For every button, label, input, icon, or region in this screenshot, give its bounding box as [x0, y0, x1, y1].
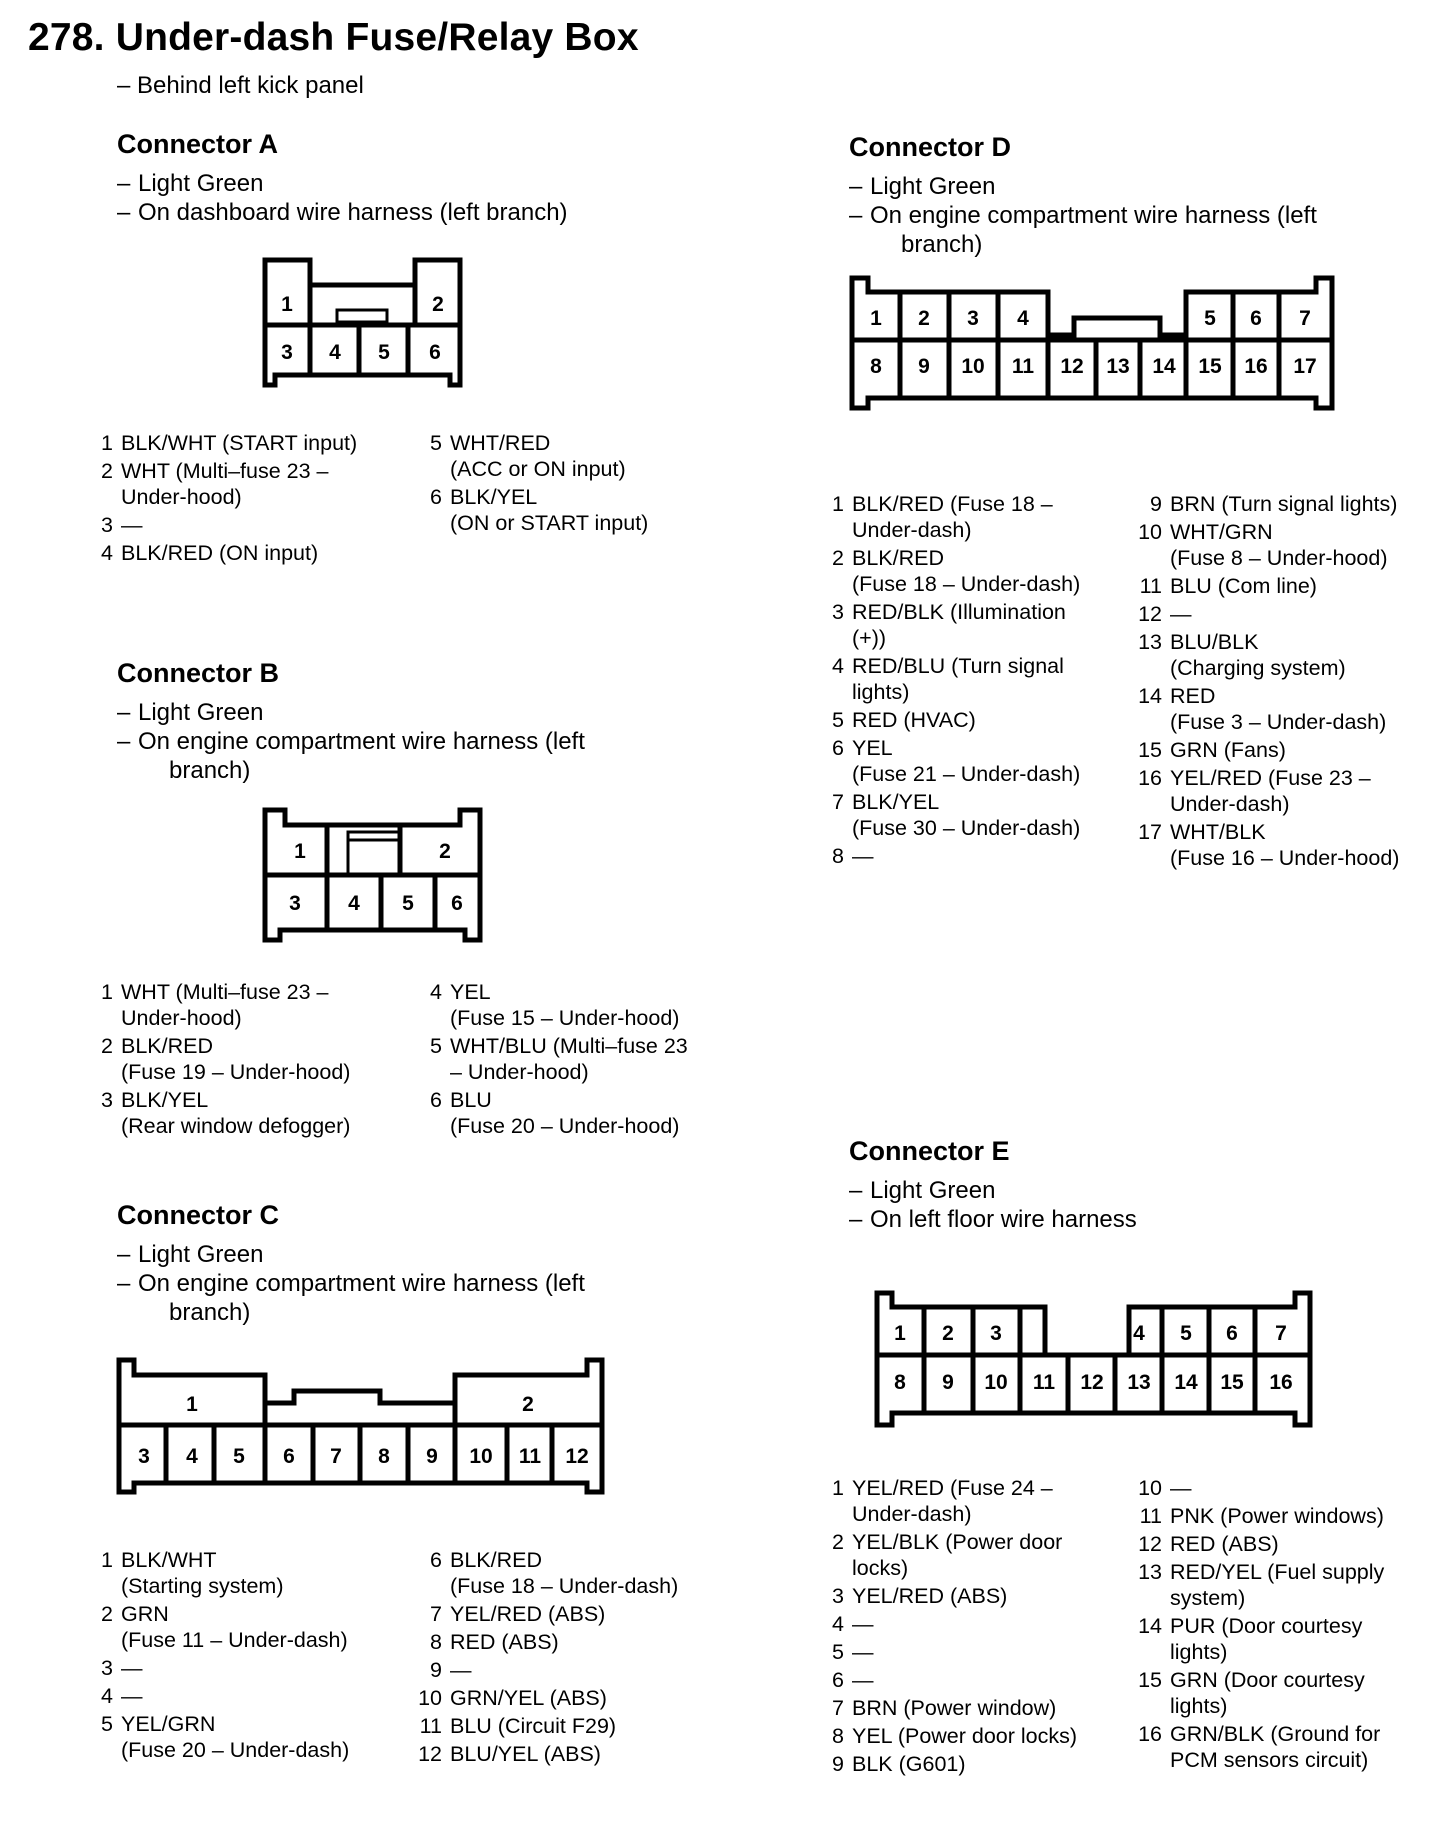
pin-row	[820, 1583, 1077, 1609]
pin-number: 1	[101, 980, 113, 1004]
pin-row	[820, 1723, 1077, 1749]
pin-description: YEL/RED (Fuse 23 – Under-dash)	[1170, 766, 1371, 816]
pin-description: —	[852, 844, 874, 868]
connector-d-pin-label: 16	[1244, 355, 1268, 378]
pin-number: 8	[832, 1724, 844, 1748]
connector-b-pin-label: 6	[451, 892, 463, 915]
connector-d-pin-label: 2	[918, 307, 930, 330]
connector-b-notes	[117, 698, 585, 785]
pin-description: BLU (Circuit F29)	[450, 1714, 617, 1738]
pin-row	[408, 1713, 678, 1739]
pin-row	[89, 1547, 349, 1599]
pin-description: WHT/BLU (Multi–fuse 23 – Under-hood)	[450, 1034, 688, 1084]
pin-row	[1138, 737, 1399, 763]
connector-a-harness: – On dashboard wire harness (left branch)	[117, 198, 568, 227]
connector-e-pin-label: 14	[1174, 1371, 1198, 1394]
pin-description: WHT (Multi–fuse 23 – Under-hood)	[121, 980, 329, 1030]
pin-number: 3	[832, 1584, 844, 1608]
connector-e-pin-label: 13	[1127, 1371, 1151, 1394]
pin-row	[1138, 629, 1399, 681]
pin-description: BLK/YEL (Rear window defogger)	[121, 1088, 351, 1138]
pin-number: 6	[832, 1668, 844, 1692]
pin-number: 12	[418, 1742, 442, 1766]
pin-row	[408, 1629, 678, 1655]
pin-number: 6	[430, 1548, 442, 1572]
pin-row	[1138, 491, 1399, 517]
connector-a-color: – Light Green	[117, 169, 568, 198]
pin-row	[1138, 1503, 1384, 1529]
connector-e-heading: Connector E	[849, 1136, 1010, 1166]
connector-d-heading: Connector D	[849, 132, 1011, 162]
connector-d-pin-label: 7	[1299, 307, 1311, 330]
connector-b-pin-label: 2	[439, 840, 451, 863]
pin-number: 11	[419, 1714, 442, 1738]
pin-row	[89, 979, 350, 1031]
connector-c-pin-label: 9	[426, 1445, 438, 1468]
connector-e-notes	[849, 1176, 1137, 1234]
connector-c-pins-col1	[89, 1547, 349, 1765]
connector-e-pin-label: 9	[942, 1371, 954, 1394]
connector-b-color: – Light Green	[117, 698, 585, 727]
connector-c-pin-label: 6	[283, 1445, 295, 1468]
connector-e-pin-label: 2	[942, 1322, 954, 1345]
connector-d-pin-label: 5	[1204, 307, 1216, 330]
pin-number: 5	[430, 431, 442, 455]
pin-description: GRN/YEL (ABS)	[450, 1686, 607, 1710]
pin-description: —	[121, 513, 143, 537]
pin-description: BLK (G601)	[852, 1752, 966, 1776]
pin-description: RED (Fuse 3 – Under-dash)	[1170, 684, 1387, 734]
connector-d-pin-label: 1	[870, 307, 882, 330]
pin-description: BLK/WHT (START input)	[121, 431, 358, 455]
pin-row	[1138, 1531, 1384, 1557]
pin-number: 12	[1138, 1532, 1162, 1556]
pin-row	[820, 1475, 1077, 1527]
pin-row	[89, 458, 357, 510]
connector-a-pin-label: 6	[429, 341, 441, 364]
pin-row	[820, 1751, 1077, 1777]
connector-d-harness: – On engine compartment wire harness (left	[849, 201, 1317, 230]
pin-description: RED/BLK (Illumination (+))	[852, 600, 1066, 650]
pin-description: —	[852, 1640, 874, 1664]
pin-number: 10	[1138, 520, 1162, 544]
pin-row	[1138, 765, 1399, 817]
connector-e-pin-label: 1	[894, 1322, 906, 1345]
pin-number: 5	[832, 1640, 844, 1664]
pin-description: RED (ABS)	[1170, 1532, 1279, 1556]
pin-number: 10	[418, 1686, 442, 1710]
pin-description: BLK/RED (ON input)	[121, 541, 319, 565]
pin-number: 4	[832, 654, 844, 678]
connector-d-pin-label: 15	[1198, 355, 1222, 378]
pin-row	[820, 1695, 1077, 1721]
pin-description: BLK/YEL (ON or START input)	[450, 485, 649, 535]
connector-b-pins-col1	[89, 979, 350, 1141]
pin-number: 3	[101, 1656, 113, 1680]
pin-description: —	[1170, 1476, 1192, 1500]
connector-e-pin-label: 6	[1226, 1322, 1238, 1345]
pin-row	[418, 484, 648, 536]
pin-number: 8	[832, 844, 844, 868]
pin-number: 9	[430, 1658, 442, 1682]
pin-description: YEL/RED (ABS)	[450, 1602, 606, 1626]
pin-row	[408, 1601, 678, 1627]
connector-a-heading: Connector A	[117, 129, 278, 159]
connector-e-pin-label: 4	[1133, 1322, 1145, 1345]
pin-row	[1138, 819, 1399, 871]
connector-e-pin-label: 7	[1275, 1322, 1287, 1345]
pin-row	[820, 707, 1080, 733]
pin-number: 2	[832, 1530, 844, 1554]
pin-row	[418, 1033, 688, 1085]
pin-row	[418, 979, 688, 1031]
connector-d-color: – Light Green	[849, 172, 1317, 201]
pin-row	[820, 1529, 1077, 1581]
pin-description: —	[450, 1658, 472, 1682]
pin-description: —	[852, 1612, 874, 1636]
connector-d-notes	[849, 172, 1317, 259]
pin-number: 4	[101, 1684, 113, 1708]
connector-b-heading: Connector B	[117, 658, 279, 688]
pin-row	[408, 1547, 678, 1599]
connector-d-pin-label: 11	[1011, 355, 1035, 378]
connector-d-pin-label: 12	[1060, 355, 1084, 378]
connector-c-pin-label: 12	[565, 1445, 589, 1468]
connector-c-pin-label: 5	[233, 1445, 245, 1468]
pin-row	[89, 1655, 349, 1681]
page-subtitle: – Behind left kick panel	[117, 72, 364, 99]
pin-row	[1138, 1475, 1384, 1501]
connector-d-pin-label: 8	[870, 355, 882, 378]
pin-row	[89, 1711, 349, 1763]
connector-b-pin-label: 5	[402, 892, 414, 915]
connector-a-pin-label: 4	[329, 341, 341, 364]
connector-d-pins-col1	[820, 491, 1080, 871]
pin-row	[820, 491, 1080, 543]
pin-description: WHT/GRN (Fuse 8 – Under-hood)	[1170, 520, 1388, 570]
connector-e-pin-label: 5	[1180, 1322, 1192, 1345]
connector-c-color: – Light Green	[117, 1240, 585, 1269]
connector-c-pin-label: 11	[518, 1445, 542, 1468]
pin-description: BLU (Com line)	[1170, 574, 1317, 598]
pin-description: GRN (Fuse 11 – Under-dash)	[121, 1602, 348, 1652]
connector-e-pin-label: 11	[1032, 1371, 1056, 1394]
connector-e-pin-label: 16	[1269, 1371, 1293, 1394]
pin-row	[820, 1639, 1077, 1665]
pin-description: —	[852, 1668, 874, 1692]
pin-number: 15	[1138, 1668, 1162, 1692]
pin-description: YEL (Fuse 15 – Under-hood)	[450, 980, 680, 1030]
pin-description: —	[1170, 602, 1192, 626]
pin-number: 12	[1138, 602, 1162, 626]
connector-c-pin-label: 3	[138, 1445, 150, 1468]
pin-description: BLU/BLK (Charging system)	[1170, 630, 1346, 680]
pin-number: 4	[101, 541, 113, 565]
connector-d-pin-label: 3	[967, 307, 979, 330]
connector-b-pin-label: 4	[348, 892, 360, 915]
pin-number: 13	[1138, 630, 1162, 654]
pin-description: BRN (Power window)	[852, 1696, 1057, 1720]
pin-description: RED (HVAC)	[852, 708, 976, 732]
pin-description: PUR (Door courtesy lights)	[1170, 1614, 1363, 1664]
pin-description: BLK/RED (Fuse 18 – Under-dash)	[852, 546, 1081, 596]
pin-number: 14	[1138, 684, 1162, 708]
pin-number: 16	[1138, 766, 1162, 790]
pin-description: YEL/BLK (Power door locks)	[852, 1530, 1063, 1580]
pin-description: YEL (Fuse 21 – Under-dash)	[852, 736, 1081, 786]
connector-a-pin-label: 1	[281, 293, 293, 316]
connector-a-pin-label: 3	[281, 341, 293, 364]
connector-a-pin-label: 2	[432, 293, 444, 316]
connector-c-pin-label: 7	[330, 1445, 342, 1468]
pin-row	[89, 512, 357, 538]
pin-number: 4	[430, 980, 442, 1004]
connector-e-pin-label: 10	[984, 1371, 1008, 1394]
pin-row	[820, 789, 1080, 841]
connector-c-heading: Connector C	[117, 1200, 279, 1230]
connector-a-pins-col1	[89, 430, 357, 568]
pin-number: 11	[1139, 1504, 1162, 1528]
pin-description: BLK/WHT (Starting system)	[121, 1548, 284, 1598]
pin-number: 10	[1138, 1476, 1162, 1500]
pin-number: 1	[101, 431, 113, 455]
connector-b-pin-label: 1	[294, 840, 306, 863]
connector-a-notes	[117, 169, 568, 227]
connector-b-pin-label: 3	[289, 892, 301, 915]
pin-row	[418, 1087, 688, 1139]
pin-number: 1	[832, 1476, 844, 1500]
pin-description: —	[121, 1684, 143, 1708]
connector-b-harness-cont: branch)	[169, 757, 251, 784]
connector-c-pin-label: 2	[522, 1393, 534, 1416]
pin-row	[1138, 573, 1399, 599]
pin-description: RED/YEL (Fuel supply system)	[1170, 1560, 1385, 1610]
pin-description: BLU (Fuse 20 – Under-hood)	[450, 1088, 680, 1138]
pin-row	[820, 653, 1080, 705]
connector-c-pin-label: 10	[469, 1445, 493, 1468]
connector-c-pin-label: 1	[186, 1393, 198, 1416]
connector-d-pin-label: 10	[961, 355, 985, 378]
page-title: 278. Under-dash Fuse/Relay Box	[28, 16, 639, 59]
pin-description: RED/BLU (Turn signal lights)	[852, 654, 1064, 704]
pin-row	[1138, 1667, 1384, 1719]
pin-description: BLK/RED (Fuse 18 – Under-dash)	[450, 1548, 679, 1598]
pin-row	[820, 735, 1080, 787]
pin-description: BLK/YEL (Fuse 30 – Under-dash)	[852, 790, 1081, 840]
pin-row	[820, 545, 1080, 597]
pin-row	[820, 1611, 1077, 1637]
connector-e-color: – Light Green	[849, 1176, 1137, 1205]
pin-number: 1	[101, 1548, 113, 1572]
pin-description: WHT/BLK (Fuse 16 – Under-hood)	[1170, 820, 1400, 870]
pin-number: 7	[832, 1696, 844, 1720]
connector-e-diagram	[870, 1285, 1330, 1430]
pin-row	[89, 540, 357, 566]
pin-number: 8	[430, 1630, 442, 1654]
pin-number: 2	[832, 546, 844, 570]
pin-number: 7	[832, 790, 844, 814]
pin-description: BRN (Turn signal lights)	[1170, 492, 1398, 516]
connector-c-harness-cont: branch)	[169, 1299, 251, 1326]
connector-d-pin-label: 6	[1250, 307, 1262, 330]
pin-row	[1138, 683, 1399, 735]
pin-row	[89, 430, 357, 456]
pin-number: 6	[430, 485, 442, 509]
connector-d-diagram	[846, 270, 1346, 415]
pin-description: —	[121, 1656, 143, 1680]
connector-d-pins-col2	[1138, 491, 1399, 873]
pin-number: 2	[101, 459, 113, 483]
pin-row	[408, 1685, 678, 1711]
connector-d-pin-label: 17	[1293, 355, 1317, 378]
pin-description: PNK (Power windows)	[1170, 1504, 1384, 1528]
pin-description: GRN (Door courtesy lights)	[1170, 1668, 1365, 1718]
pin-number: 17	[1138, 820, 1162, 844]
pin-description: WHT (Multi–fuse 23 – Under-hood)	[121, 459, 329, 509]
pin-row	[89, 1683, 349, 1709]
connector-e-harness: – On left floor wire harness	[849, 1205, 1137, 1234]
pin-number: 4	[832, 1612, 844, 1636]
pin-description: BLK/RED (Fuse 18 – Under-dash)	[852, 492, 1053, 542]
pin-number: 11	[1139, 574, 1162, 598]
pin-description: WHT/RED (ACC or ON input)	[450, 431, 626, 481]
pin-number: 3	[101, 513, 113, 537]
connector-e-pin-label: 3	[990, 1322, 1002, 1345]
pin-description: GRN (Fans)	[1170, 738, 1286, 762]
pin-number: 15	[1138, 738, 1162, 762]
connector-e-pins-col1	[820, 1475, 1077, 1779]
connector-d-pin-label: 13	[1106, 355, 1130, 378]
pin-row	[89, 1601, 349, 1653]
pin-description: BLU/YEL (ABS)	[450, 1742, 601, 1766]
pin-description: YEL/RED (ABS)	[852, 1584, 1008, 1608]
pin-row	[820, 1667, 1077, 1693]
pin-row	[408, 1741, 678, 1767]
connector-a-pin-label: 5	[378, 341, 390, 364]
pin-number: 2	[101, 1034, 113, 1058]
pin-row	[1138, 1721, 1384, 1773]
connector-d-pin-label: 4	[1017, 307, 1029, 330]
connector-e-pins-col2	[1138, 1475, 1384, 1775]
connector-c-pins-col2	[408, 1547, 678, 1769]
pin-description: BLK/RED (Fuse 19 – Under-hood)	[121, 1034, 351, 1084]
pin-number: 16	[1138, 1722, 1162, 1746]
pin-description: YEL/GRN (Fuse 20 – Under-dash)	[121, 1712, 350, 1762]
connector-e-pin-label: 8	[894, 1371, 906, 1394]
connector-e-pin-label: 12	[1080, 1371, 1104, 1394]
pin-row	[89, 1087, 350, 1139]
pin-row	[1138, 1613, 1384, 1665]
pin-row	[1138, 519, 1399, 571]
connector-b-pins-col2	[418, 979, 688, 1141]
pin-number: 5	[832, 708, 844, 732]
pin-number: 7	[430, 1602, 442, 1626]
connector-c-diagram	[112, 1355, 612, 1500]
pin-row	[1138, 601, 1399, 627]
pin-description: RED (ABS)	[450, 1630, 559, 1654]
pin-number: 1	[832, 492, 844, 516]
pin-number: 5	[101, 1712, 113, 1736]
connector-d-pin-label: 9	[918, 355, 930, 378]
pin-number: 9	[832, 1752, 844, 1776]
pin-row	[820, 843, 1080, 869]
pin-row	[408, 1657, 678, 1683]
pin-row	[1138, 1559, 1384, 1611]
pin-number: 3	[832, 600, 844, 624]
pin-row	[820, 599, 1080, 651]
connector-b-diagram	[255, 805, 490, 950]
pin-number: 6	[430, 1088, 442, 1112]
connector-c-pin-label: 8	[378, 1445, 390, 1468]
pin-row	[418, 430, 648, 482]
pin-number: 13	[1138, 1560, 1162, 1584]
connector-d-pin-label: 14	[1152, 355, 1176, 378]
pin-number: 2	[101, 1602, 113, 1626]
connector-c-pin-label: 4	[186, 1445, 198, 1468]
pin-description: YEL/RED (Fuse 24 – Under-dash)	[852, 1476, 1053, 1526]
pin-description: GRN/BLK (Ground for PCM sensors circuit)	[1170, 1722, 1381, 1772]
pin-number: 6	[832, 736, 844, 760]
connector-c-notes	[117, 1240, 585, 1327]
connector-a-pins-col2	[418, 430, 648, 538]
connector-e-pin-label: 15	[1220, 1371, 1244, 1394]
pin-number: 3	[101, 1088, 113, 1112]
pin-description: YEL (Power door locks)	[852, 1724, 1078, 1748]
connector-c-harness: – On engine compartment wire harness (left	[117, 1269, 585, 1298]
pin-number: 14	[1138, 1614, 1162, 1638]
pin-row	[89, 1033, 350, 1085]
connector-a-diagram	[255, 255, 465, 400]
connector-d-harness-cont: branch)	[901, 231, 983, 258]
pin-number: 5	[430, 1034, 442, 1058]
connector-b-harness: – On engine compartment wire harness (left	[117, 727, 585, 756]
pin-number: 9	[1150, 492, 1162, 516]
